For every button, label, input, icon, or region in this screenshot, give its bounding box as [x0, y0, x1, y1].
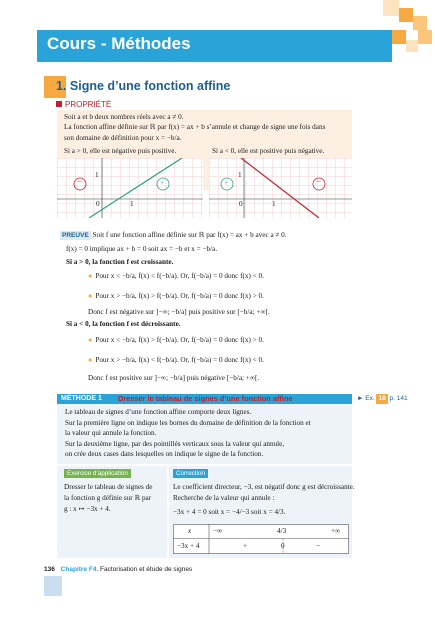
exercice-box — [57, 466, 167, 558]
table-zero: 0 — [281, 542, 285, 550]
correction-line-1: Le coefficient directeur, −3, est négatif donc g est décroissante. — [173, 483, 355, 491]
table-x-label: x — [188, 527, 192, 535]
prop-line-2: La fonction affine définie sur ℝ par f(x) = ax + b s’annule et change de signe une fois dans — [64, 123, 326, 131]
preuve-pos-1: ● Pour x < −b/a, f(x) < f(−b/a). Or, f(−b/a) = 0 donc f(x) < 0. — [88, 272, 264, 280]
page-footer — [44, 566, 192, 573]
table-minus-infinity: −∞ — [213, 527, 223, 535]
correction-line-3: −3x + 4 = 0 soit x = −4/−3 soit x = 4/3. — [173, 508, 286, 516]
prop-line-1: Soit a et b deux nombres réels avec a ≠ 0. — [64, 113, 184, 121]
minus-sign: − — [316, 176, 322, 186]
correction-line-2: Recherche de la valeur qui annule : — [173, 494, 275, 502]
table-root: 4/3 — [277, 527, 287, 535]
exercice-line-3: g : x ↦ −3x + 4. — [64, 505, 111, 513]
methode-line-1: Le tableau de signes d’une fonction affine comporte deux lignes. — [65, 408, 252, 416]
graph-increasing — [57, 158, 203, 218]
table-function-label: −3x + 4 — [177, 542, 200, 550]
correction-tag: Correction — [173, 469, 208, 478]
sign-table — [173, 524, 349, 554]
arrow-icon: ► — [357, 395, 364, 402]
preuve-case-neg: Si a < 0, la fonction f est décroissante. — [66, 320, 181, 328]
page-title: Cours - Méthodes — [47, 34, 191, 53]
exercise-number-badge: 18 — [378, 395, 386, 402]
plus-sign: + — [160, 179, 165, 187]
methode-box — [57, 404, 352, 464]
prop-left-case: Si a > 0, elle est négative puis positive. — [64, 147, 177, 155]
exercice-line-1: Dresser le tableau de signes de — [64, 483, 153, 491]
chapter-title: Factorisation et étude de signes — [100, 566, 193, 573]
decor-square — [413, 16, 427, 30]
decor-square — [399, 8, 413, 22]
section-number: 1. — [56, 79, 67, 93]
methode-title: Dresser le tableau de signes d’une fonction affine — [118, 394, 293, 403]
decor-square — [383, 0, 399, 16]
graph-decreasing — [209, 158, 352, 218]
methode-tag: MÉTHODE 1 — [57, 394, 106, 404]
preuve-line-2: f(x) = 0 implique ax + b = 0 soit ax = −b et x = −b/a. — [66, 245, 218, 253]
origin-label: 0 — [96, 200, 100, 208]
section-title-text: Signe d’une fonction affine — [69, 79, 231, 93]
methode-line-4: Sur la deuxième ligne, par des pointillés verticaux sous la valeur qui annule, — [65, 440, 285, 448]
exercice-tag: Exercice d’application — [64, 469, 131, 478]
preuve-pos-conclusion: Donc f est négative sur ]−∞; −b/a] puis positive sur [−b/a; +∞[. — [88, 308, 270, 316]
plus-sign: + — [224, 179, 229, 187]
minus-sign: − — [77, 176, 83, 186]
x-tick: 1 — [272, 200, 276, 208]
table-sign-minus: − — [316, 542, 321, 550]
section-title — [56, 79, 230, 93]
table-plus-infinity: +∞ — [331, 527, 341, 535]
preuve-case-pos: Si a > 0, la fonction f est croissante. — [66, 258, 174, 266]
square-icon — [56, 101, 62, 107]
decor-square — [406, 40, 418, 52]
decor-square — [418, 30, 432, 44]
prop-right-case: Si a < 0, elle est positive puis négative. — [212, 147, 325, 155]
preuve-neg-1: ● Pour x < −b/a, f(x) > f(−b/a). Or, f(−b/a) = 0 donc f(x) > 0. — [88, 336, 264, 344]
exercice-line-2: la fonction g définie sur ℝ par — [64, 494, 152, 502]
propriete-label: PROPRIÉTÉ — [56, 100, 111, 109]
origin-label: 0 — [239, 200, 243, 208]
y-tick: 1 — [95, 171, 99, 179]
methode-line-2: Sur la première ligne on indique les bornes du domaine de définition de la fonction et — [65, 419, 311, 427]
preuve-neg-conclusion: Donc f est positive sur ]−∞; −b/a] puis négative [−b/a; +∞[. — [88, 374, 260, 382]
exercise-reference[interactable]: ► Ex. 18 p. 141 — [357, 395, 408, 402]
decor-square — [392, 30, 406, 44]
page-number: 136 — [44, 566, 55, 573]
footer-decor — [44, 576, 62, 596]
table-sign-plus: + — [243, 542, 248, 550]
preuve-neg-2: ● Pour x > −b/a, f(x) < f(−b/a). Or, f(−b/a) = 0 donc f(x) < 0. — [88, 356, 264, 364]
x-tick: 1 — [130, 200, 134, 208]
prop-line-3: son domaine de définition pour x = −b/a. — [64, 134, 182, 142]
preuve-line-1: PREUVE Soit f une fonction affine définie sur ℝ par f(x) = ax + b avec a ≠ 0. — [62, 231, 287, 239]
preuve-tag: PREUVE — [62, 232, 89, 239]
methode-line-5: on crée deux cases dans lesquelles on indique le signe de la fonction. — [65, 450, 264, 458]
preuve-pos-2: ● Pour x > −b/a, f(x) > f(−b/a). Or, f(−b/a) = 0 donc f(x) > 0. — [88, 292, 264, 300]
page-header — [0, 0, 435, 62]
y-tick: 1 — [238, 171, 242, 179]
chapter-label: Chapitre F4. — [60, 566, 99, 573]
methode-line-3: la valeur qui annule la fonction. — [65, 429, 157, 437]
